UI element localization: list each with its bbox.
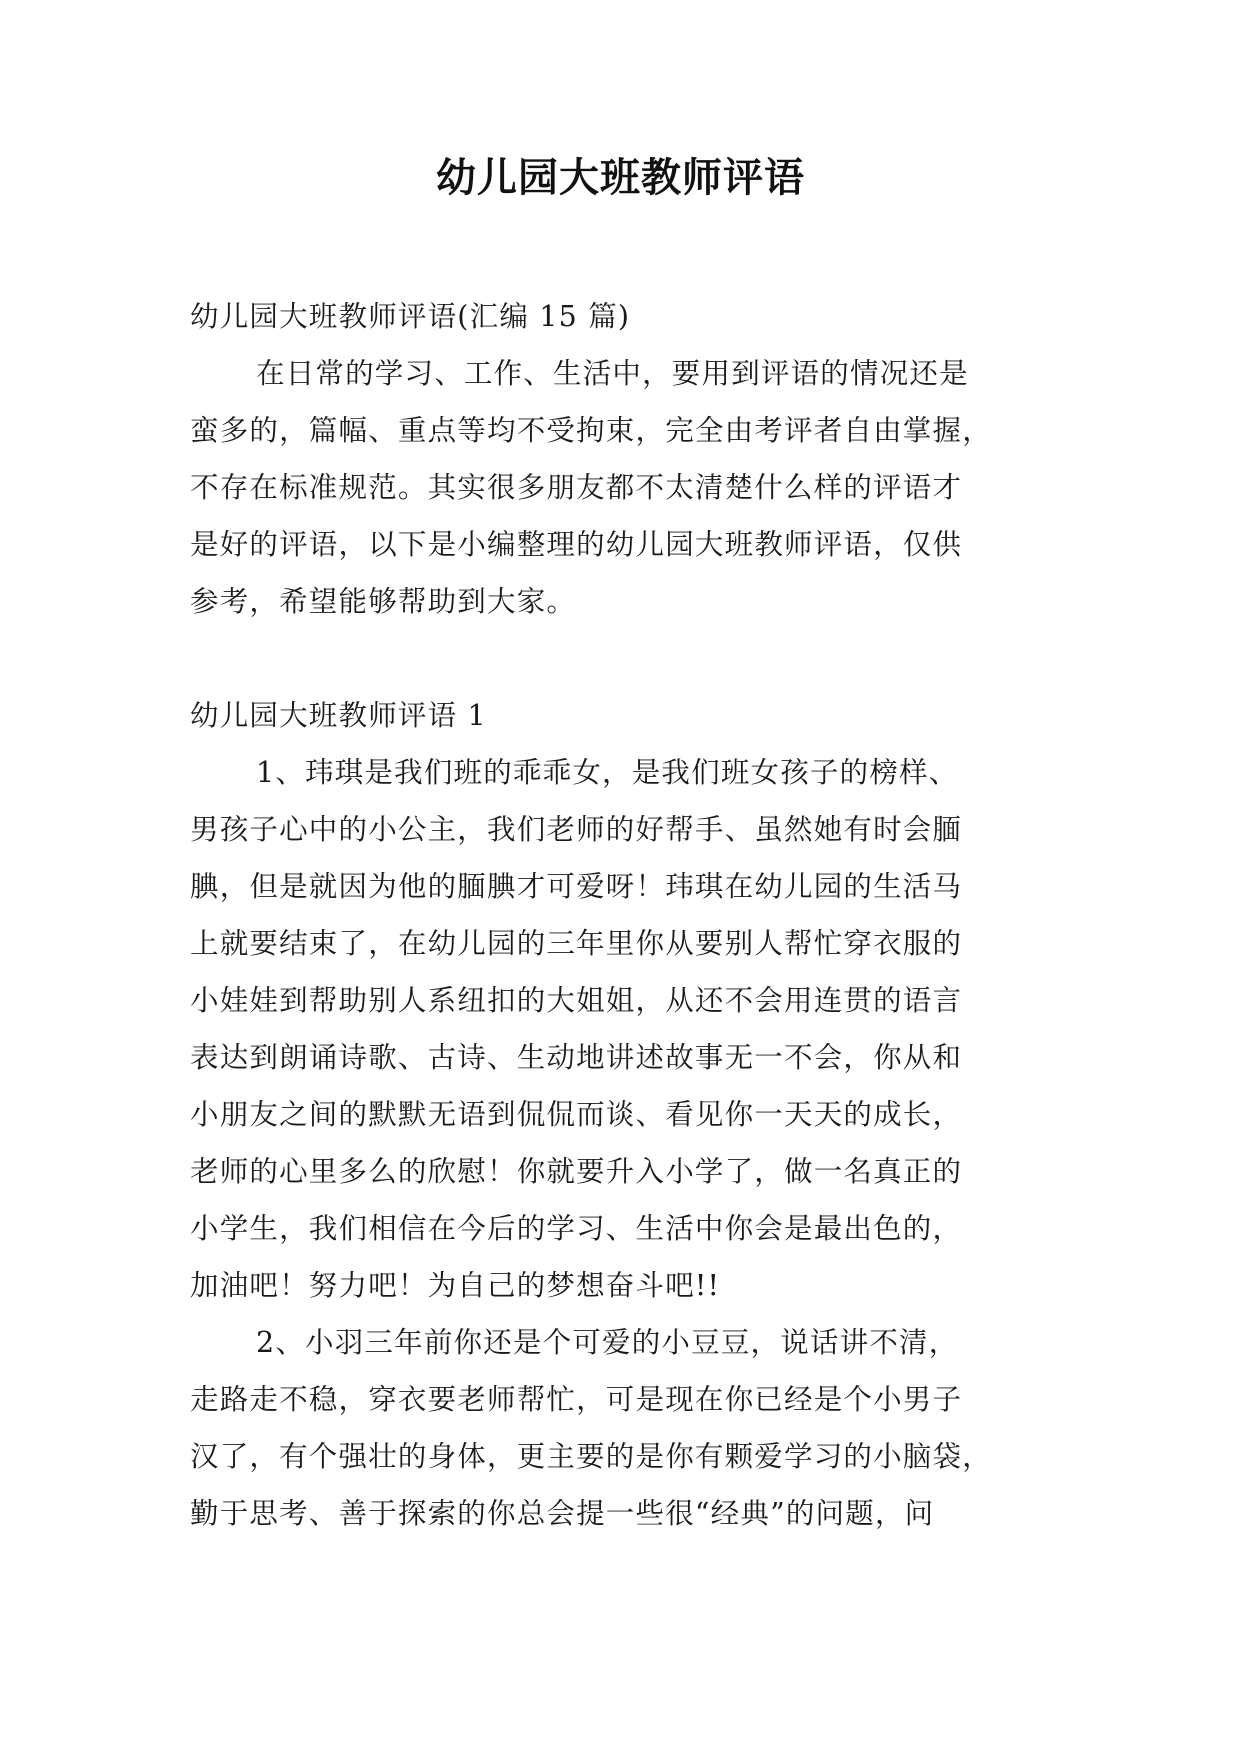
item1-line: 小朋友之间的默默无语到侃侃而谈、看见你一天天的成长， [190,1098,963,1131]
item1-line: 加油吧！努力吧！为自己的梦想奋斗吧!! [190,1269,721,1302]
intro-line: 是好的评语，以下是小编整理的幼儿园大班教师评语，仅供 [190,528,963,561]
intro-line: 蛮多的，篇幅、重点等均不受拘束，完全由考评者自由掌握， [190,414,992,447]
item1-line: 上就要结束了，在幼儿园的三年里你从要别人帮忙穿衣服的 [190,927,963,960]
item1-line: 腆，但是就因为他的腼腆才可爱呀！玮琪在幼儿园的生活马 [190,870,963,903]
item1-line: 1、玮琪是我们班的乖乖女，是我们班女孩子的榜样、 [256,756,959,789]
item1-line: 小学生，我们相信在今后的学习、生活中你会是最出色的， [190,1212,963,1245]
item2-line: 勤于思考、善于探索的你总会提一些很“经典”的问题，问 [190,1497,935,1530]
document-subtitle: 幼儿园大班教师评语(汇编 15 篇) [190,300,631,333]
item1-line: 表达到朗诵诗歌、古诗、生动地讲述故事无一不会，你从和 [190,1041,963,1074]
item2-line: 汉了，有个强壮的身体，更主要的是你有颗爱学习的小脑袋， [190,1440,992,1473]
item1-line: 老师的心里多么的欣慰！你就要升入小学了，做一名真正的 [190,1155,963,1188]
document-title: 幼儿园大班教师评语 [436,155,805,201]
item1-line: 男孩子心中的小公主，我们老师的好帮手、虽然她有时会腼 [190,813,963,846]
intro-line: 在日常的学习、工作、生活中，要用到评语的情况还是 [256,357,969,390]
intro-line: 不存在标准规范。其实很多朋友都不太清楚什么样的评语才 [190,471,963,504]
item2-line: 2、小羽三年前你还是个可爱的小豆豆，说话讲不清， [256,1326,959,1359]
item1-line: 小娃娃到帮助别人系纽扣的大姐姐，从还不会用连贯的语言 [190,984,963,1017]
section-heading-1: 幼儿园大班教师评语 1 [190,699,487,732]
document-body [190,288,1060,1542]
paragraph-gap [190,630,1060,687]
item2-line: 走路走不稳，穿衣要老师帮忙，可是现在你已经是个小男子 [190,1383,963,1416]
intro-line: 参考，希望能够帮助到大家。 [190,585,577,618]
